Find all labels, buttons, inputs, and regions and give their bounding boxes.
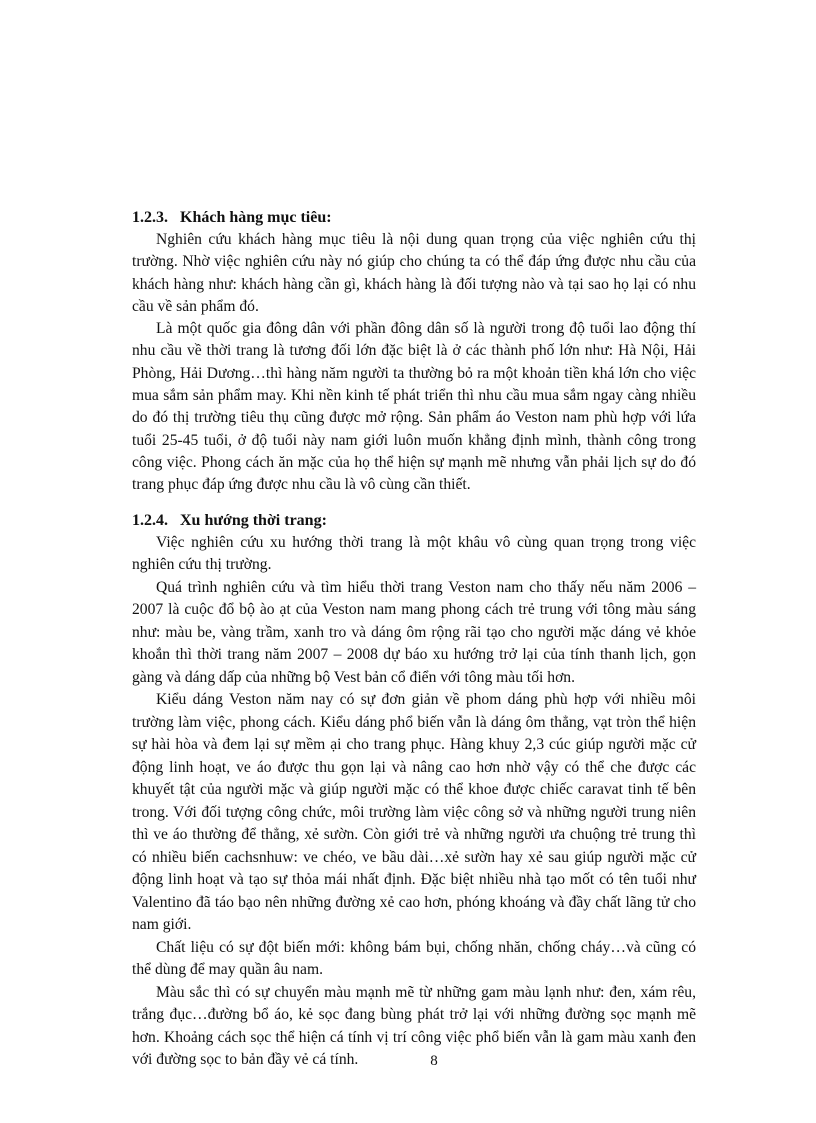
paragraph: Màu sắc thì có sự chuyển màu mạnh mẽ từ những gam màu lạnh như: đen, xám rêu, trắng đục…đường bổ áo, kẻ sọc đang bùng phát trở lại với những đường sọc mạnh mẽ hơn. Khoảng cách sọc thể hiện cá tính vị trí công việc phổ biến vẫn là gam màu xanh đen với đường sọc to bản đầy vẻ cá tính. [132,983,696,1069]
section-title: Khách hàng mục tiêu: [180,209,332,226]
paragraph: Kiểu dáng Veston năm nay có sự đơn giản về phom dáng phù hợp với nhiều môi trường làm việc, phong cách. Kiểu dáng phổ biến vẫn là dáng ôm thẳng, vạt tròn thể hiện sự hài hòa và đem lại sự mềm ại cho trang phục. Hàng khuy 2,3 cúc giúp người mặc cử động linh hoạt, ve áo được thu gọn lại và nâng cao hơn nhờ vậy có thể che được các khuyết tật của người mặc và giúp người mặc có thể khoe được chiếc caravat tinh tế bên trong. Với đối tượng công chức, môi trường làm việc công sở và những người trung niên thì ve áo thường để thẳng, xẻ sườn. Còn giới trẻ và những người ưa chuộng trẻ trung thì có nhiều biến cachsnhuw: ve chéo, ve bầu dài…xẻ sườn hay xẻ sau giúp người mặc cử động linh hoạt và tạo sự thỏa mái nhất định. Đặc biệt nhiều nhà tạo mốt có tên tuổi như Valentino đã táo bạo nên những đường xẻ cao hơn, phóng khoáng và đầy chất lãng tử cho nam giới. [132,691,696,934]
paragraph: Quá trình nghiên cứu và tìm hiểu thời trang Veston nam cho thấy nếu năm 2006 – 2007 là cuộc đổ bộ ào ạt của Veston nam mang phong cách trẻ trung với tông màu sáng như: màu be, vàng trầm, xanh tro và dáng ôm rộng rãi tạo cho người mặc dáng vẻ khỏe khoắn thì thời trang năm 2007 – 2008 dự báo xu hướng trở lại của tính thanh lịch, gọn gàng và dáng dấp của những bộ Vest bản cổ điển với tông màu tối hơn. [132,578,696,686]
section-number: 1.2.4. [132,511,168,529]
section-number: 1.2.3. [132,209,168,226]
section-heading-1-2-3 [132,207,696,229]
page-number: 8 [430,1053,438,1069]
paragraph: Nghiên cứu khách hàng mục tiêu là nội dung quan trọng của việc nghiên cứu thị trường. Nhờ việc nghiên cứu này nó giúp cho chúng ta có thể đáp ứng được nhu cầu của khách hàng như: khách hàng cần gì, khách hàng là đối tượng nào và tại sao họ lại có nhu cầu về sản phẩm đó. [132,231,696,315]
paragraph: Chất liệu có sự đột biến mới: không bám bụi, chống nhăn, chống cháy…và cũng có thể dùng để may quần âu nam. [132,938,696,979]
paragraph: Là một quốc gia đông dân với phần đông dân số là người trong độ tuổi lao động thí nhu cầu về thời trang là tương đối lớn đặc biệt là ở các thành phố lớn như: Hà Nội, Hải Phòng, Hải Dương…thì hàng năm người ta thường bỏ ra một khoản tiền khá lớn cho việc mua sắm sản phẩm may. Khi nền kinh tế phát triển thì nhu cầu mua sắm ngay càng nhiều do đó thị trường tiêu thụ cũng được mở rộng. Sản phẩm áo Veston nam phù hợp với lứa tuổi 25-45 tuổi, ở độ tuổi này nam giới luôn muốn khẳng định mình, thành công trong công việc. Phong cách ăn mặc của họ thể hiện sự mạnh mẽ nhưng vẫn phải lịch sự do đó trang phục đáp ứng được nhu cầu là vô cùng cần thiết. [132,320,696,494]
section-body-1-2-4 [132,532,696,1072]
section-title: Xu hướng thời trang: [180,511,327,529]
paragraph: Việc nghiên cứu xu hướng thời trang là một khâu vô cùng quan trọng trong việc nghiên cứu thị trường. [132,533,696,574]
document-page [132,207,696,1072]
section-body-1-2-3 [132,229,696,497]
section-heading-1-2-4 [132,510,696,532]
